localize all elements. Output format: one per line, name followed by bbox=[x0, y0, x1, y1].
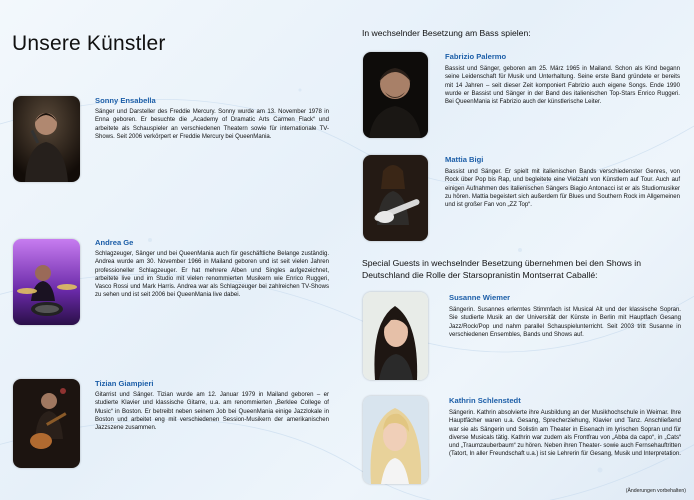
artist-name-tizian: Tizian Giampieri bbox=[95, 379, 154, 388]
artist-bio-andrea: Schlagzeuger, Sänger und bei QueenMania auch für geschäftliche Belange zuständig. Andrea wurde am 30. November 1966 in Mailand geboren und ist seit vielen Jahren professioneller Schlagzeuger. Er hat mehrere Alben und Singles aufgezeichnet, arbeitete live und im Studio mit vielen renommierten Musikern wie Enrico Ruggeri, Vasco Rossi und Mark Harris. Andrea war als Schlagzeuger bei zahlreichen TV-Shows zu sehen und ist seit 2006 bei QueenMania live dabei. bbox=[95, 251, 329, 299]
bass-section-header: In wechselnder Besetzung am Bass spielen: bbox=[362, 28, 531, 38]
artist-photo-mattia bbox=[363, 155, 428, 241]
artist-photo-andrea bbox=[13, 239, 80, 325]
artist-name-fabrizio: Fabrizio Palermo bbox=[445, 52, 507, 61]
artist-photo-susanne bbox=[363, 292, 428, 380]
artist-name-kathrin: Kathrin Schlenstedt bbox=[449, 396, 521, 405]
artist-name-susanne: Susanne Wiemer bbox=[449, 293, 511, 302]
artist-photo-fabrizio bbox=[363, 52, 428, 138]
footer-note: (Änderungen vorbehalten) bbox=[625, 488, 686, 494]
artist-bio-mattia: Bassist und Sänger. Er spielt mit italienischen Bands verschiedenster Genres, von Rock über Pop bis Rap, und begleitete eine Vielzahl von Künstlern auf Tour. Auch auf einigen Aufnahmen des italienischen Sängers Biagio Antonacci ist er als Studiomusiker zu hören. Mattia begeistert sich außerdem für Blues und Southern Rock im Allgemeinen und ist großer Fan von „ZZ Top“. bbox=[445, 169, 680, 209]
artist-photo-tizian bbox=[13, 379, 80, 468]
artist-bio-kathrin: Sängerin. Kathrin absolvierte ihre Ausbildung an der Musikhochschule in Weimar. Ihre Hauptfächer waren u.a. Gesang, Sprecherziehung, Klavier und Tanz. Anschließend war sie als Sängerin und Solistin am Theater in Eisenach im lyrischen Sopran und für diverse Musicals tätig. Kathrin war zudem als Frontfrau von „Abba da capo“, in „Cats“ und „Traumzauberbaum“ zu hören. Neben ihren Theater- sowie auch Fernsehauftritten (Tatort, In aller Freundschaft u.a.) ist sie Lehrerin für Gesang, Musik und Interpretation. bbox=[449, 410, 681, 458]
artist-bio-sonny: Sänger und Darsteller des Freddie Mercury. Sonny wurde am 13. November 1978 in Enna geboren. Er besuchte die „Academy of Dramatic Arts Carmen Flack“ und arbeitete als Schauspieler an verschiedenen Theatern sowie für internationale TV-Shows. Seit 2006 verkörpert er Freddie Mercury bei QueenMania. bbox=[95, 109, 329, 140]
artist-bio-tizian: Gitarrist und Sänger. Tizian wurde am 12. Januar 1979 in Mailand geboren – er studierte Klavier und klassische Gitarre, u.a. am renommierten „Berklee College of Music“ in Boston. Er betreibt neben seinem Job bei QueenMania einige Jazzlokale in Boston und arbeitet eng mit verschiedenen Session-Musikern der amerikanischen Jazzszene zusammen. bbox=[95, 392, 329, 432]
artist-name-andrea: Andrea Ge bbox=[95, 238, 134, 247]
artist-photo-sonny bbox=[13, 96, 80, 182]
page-title: Unsere Künstler bbox=[12, 32, 166, 55]
artist-name-mattia: Mattia Bigi bbox=[445, 155, 484, 164]
artist-bio-susanne: Sängerin. Susannes erlerntes Stimmfach ist Musical Alt und der klassische Sopran. Sie studierte Musik an der Universität der Künste in Berlin mit Hauptfach Gesang Jazz/Rock/Pop und nahm parallel Schauspielunterricht. Seit 2003 tritt Susanne in verschiedenen Ensembles, Bands und Shows auf. bbox=[449, 307, 681, 338]
special-guests-header: Special Guests in wechselnder Besetzung übernehmen bei den Shows in Deutschland die Rolle der Starsopranistin Montserrat Caballé: bbox=[362, 258, 641, 280]
artist-photo-kathrin bbox=[363, 396, 428, 484]
artist-name-sonny: Sonny Ensabella bbox=[95, 96, 156, 105]
artist-bio-fabrizio: Bassist und Sänger, geboren am 25. März 1965 in Mailand. Schon als Kind begann seine Leidenschaft für Musik und Unterhaltung. Seine erste Band gründete er bereits mit 14 Jahren – seit dieser Zeit komponiert Fabrizio auch eigene Songs. Ende 1990 wurde er Bassist und Sänger in der Band des italienischen Top-Stars Enrico Ruggeri. Bei QueenMania ist Fabrizio auch der künstlerische Leiter. bbox=[445, 66, 680, 106]
